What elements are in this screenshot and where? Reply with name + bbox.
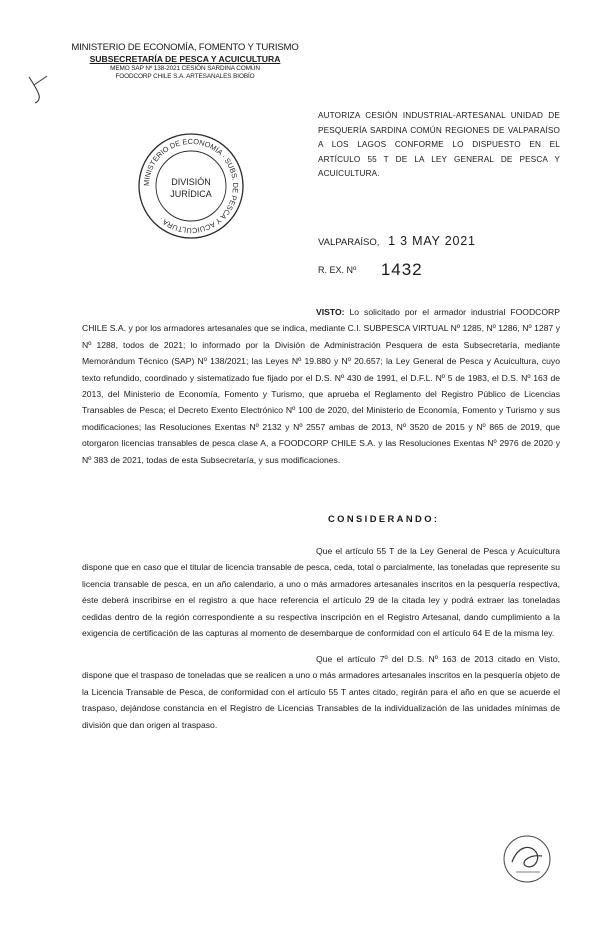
considerando-paragraph-1 bbox=[82, 543, 560, 641]
resolution-label: R. EX. Nº bbox=[318, 265, 357, 275]
date-city: VALPARAÍSO, bbox=[318, 237, 380, 248]
subsecretaria-name: SUBSECRETARÍA DE PESCA Y ACUICULTURA bbox=[89, 53, 281, 64]
considerando-text-1: Que el artículo 55 T de la Ley General de Pesca y Acuicultura dispone que en caso que el titular de licencia transable de pesca, ceda, total o parcialmente, las toneladas que represente su licencia transable de pesca, en un año calendario, a uno o más armadores artesanales inscritos en la pesquería respectiva, éste deberá inscribirse en el registro a que hace referencia el artículo 29 de la citada ley y podrá extraer las toneladas cedidas dentro de la región correspondiente a su respectiva inscripción en el Registro Artesanal, dando cumplimiento a la exigencia de certificación de las capturas al momento de desembarque de conformidad con el artículo 64 E de la misma ley. bbox=[82, 546, 560, 639]
letterhead bbox=[70, 42, 300, 81]
reference-line-1: MEMO SAP Nº 138-2021 CESIÓN SARDINA COMÚN bbox=[110, 64, 260, 72]
considerando-paragraph-2 bbox=[82, 651, 560, 733]
visto-body: Lo solicitado por el armador industrial FOODCORP CHILE S.A. y por los armadores artesanales que se indica, mediante C.I. SUBPESCA VIRTUAL Nº 1285, Nº 1286, Nº 1287 y Nº 1288, todos de 2021; lo informado por la División de Administración Pesquera de esta Subsecretaría, mediante Memorándum Técnico (SAP) Nº 138/2021; las Leyes Nº 19.880 y Nº 20.657; la Ley General de Pesca y Acuicultura, cuyo texto refundido, coordinado y sistematizado fue fijado por el D.S. Nº 430 de 1991, el D.F.L. Nº 5 de 1983, el D.S. Nº 163 de 2013, del Ministerio de Economía, Fomento y Turismo, que aprueba el Reglamento del Registro Público de Licencias Transables de Pesca; el Decreto Exento Electrónico Nº 100 de 2020, del Ministerio de Economía, Fomento y Turismo y sus modificaciones; las Resoluciones Exentas Nº 2132 y Nº 2557 ambas de 2013, Nº 3520 de 2015 y Nº 865 de 2019, que otorgaron licencias transables de pesca clase A, a FOODCORP CHILE S.A. y las Resoluciones Exentas Nº 2976 de 2020 y Nº 383 de 2021, todas de esta Subsecretaría, y sus modificaciones. bbox=[82, 307, 560, 465]
visto-heading: VISTO: bbox=[316, 307, 345, 317]
handwritten-initials-mark bbox=[26, 74, 50, 104]
considerando-text-2: Que el artículo 7º del D.S. Nº 163 de 2013 citado en Visto, dispone que el traspaso de toneladas que se realicen a uno o más armadores artesanales inscritos en la pesquería objeto de la Licencia Transable de Pesca, de conformidad con el artículo 55 T antes citado, regirán para el año en que se acuerde el traspaso, dejándose constancia en el Registro de Licencias Transables de la individualización de las unidades mínimas de división que dan origen al traspaso. bbox=[82, 654, 560, 730]
resolution-subject: AUTORIZA CESIÓN INDUSTRIAL-ARTESANAL UNIDAD DE PESQUERÍA SARDINA COMÚN REGIONES DE VALPARAÍSO A LOS LAGOS CONFORME LO DISPUESTO EN EL ARTÍCULO 55 T DE LA LEY GENERAL DE PESCA Y ACUICULTURA. bbox=[318, 111, 560, 179]
division-juridica-stamp bbox=[136, 131, 246, 241]
stamp-ring-text: MINISTERIO DE ECONOMÍA · SUBS. DE PESCA Y ACUICULTURA · bbox=[141, 136, 241, 236]
resolution-number-line bbox=[318, 260, 423, 280]
stamp-division-word: DIVISIÓN bbox=[171, 177, 211, 187]
date-line bbox=[318, 234, 476, 248]
ministry-name: MINISTERIO DE ECONOMÍA, FOMENTO Y TURISMO bbox=[71, 42, 299, 53]
stamp-juridica-word: JURÍDICA bbox=[170, 189, 212, 199]
date-stamp: 1 3 MAY 2021 bbox=[388, 234, 476, 248]
considerando-heading: CONSIDERANDO: bbox=[328, 513, 440, 524]
signature-stamp-mark bbox=[496, 826, 558, 888]
resolution-number: 1432 bbox=[380, 260, 423, 279]
visto-paragraph bbox=[82, 304, 560, 468]
reference-line-2: FOODCORP CHILE S.A. ARTESANALES BIOBÍO bbox=[115, 72, 255, 80]
